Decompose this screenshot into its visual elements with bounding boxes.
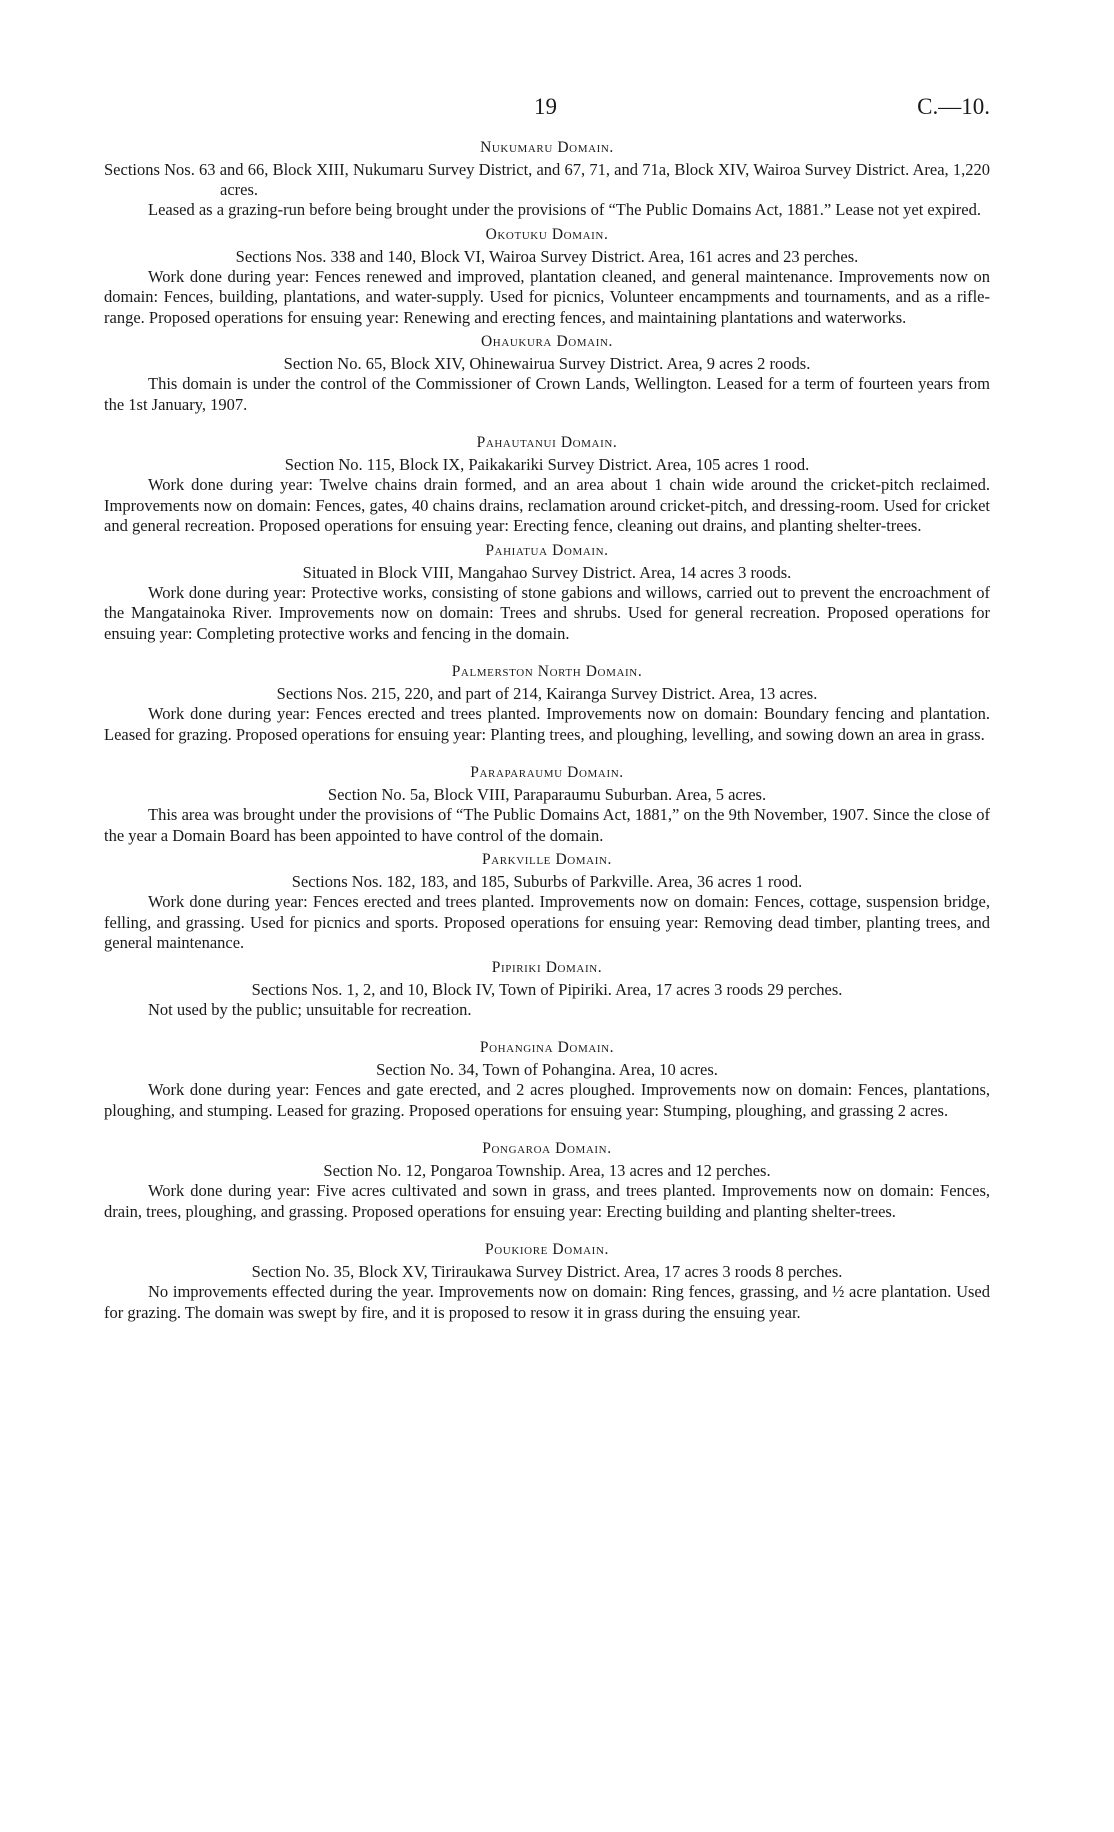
spacer — [104, 644, 990, 658]
page-number: 19 — [534, 94, 557, 119]
section-body: This domain is under the control of the Commissioner of Crown Lands, Wellington. Leased for a term of fourteen years from the 1st January, 1907. — [104, 374, 990, 414]
section-pongaroa — [104, 1139, 990, 1222]
section-body: Leased as a grazing-run before being brought under the provisions of “The Public Domains Act, 1881.” Lease not yet expired. — [148, 200, 982, 219]
section-paraparaumu — [104, 763, 990, 846]
page-header — [104, 94, 990, 134]
section-palmerston-north — [104, 662, 990, 745]
spacer — [104, 1121, 990, 1135]
section-heading: Pongaroa Domain. — [482, 1140, 612, 1157]
section-heading: Poukiore Domain. — [485, 1241, 609, 1258]
section-body: Work done during year: Five acres cultivated and sown in grass, and trees planted. Improvements now on domain: Fences, drain, trees, ploughing, and grassing. Proposed operations for ensuing year: Erecting building and planting shelter-trees. — [104, 1181, 990, 1221]
section-description: Section No. 115, Block IX, Paikakariki Survey District. Area, 105 acres 1 rood. — [284, 455, 810, 474]
section-pipiriki — [104, 958, 990, 1021]
section-ohaukura — [104, 332, 990, 415]
section-heading: Parkville Domain. — [481, 851, 613, 868]
section-description: Section No. 65, Block XIV, Ohinewairua Survey District. Area, 9 acres 2 roods. — [283, 354, 811, 373]
section-heading: Ohaukura Domain. — [480, 333, 613, 350]
section-body: Not used by the public; unsuitable for recreation. — [148, 999, 472, 1019]
section-pahiatua — [104, 541, 990, 645]
section-heading: Palmerston North Domain. — [451, 663, 643, 680]
section-okotuku — [104, 225, 990, 329]
section-description: Sections Nos. 1, 2, and 10, Block IV, Town of Pipiriki. Area, 17 acres 3 roods 29 perches. — [251, 979, 843, 999]
section-heading: Okotuku Domain. — [485, 225, 609, 243]
spacer — [104, 1020, 990, 1034]
section-description: Sections Nos. 215, 220, and part of 214, Kairanga Survey District. Area, 13 acres. — [276, 684, 818, 703]
section-heading: Pahiatua Domain. — [485, 541, 609, 559]
section-pahautanui — [104, 433, 990, 537]
section-body: Work done during year: Protective works, consisting of stone gabions and willows, carried out to prevent the encroachment of the Mangatainoka River. Improvements now on domain: Trees and shrubs. Used for general recreation. Proposed operations for ensuing year: Completing protective works and fencing in the domain. — [104, 582, 990, 643]
section-heading: Paraparaumu Domain. — [470, 764, 624, 781]
section-description: Sections Nos. 182, 183, and 185, Suburbs of Parkville. Area, 36 acres 1 rood. — [291, 872, 803, 891]
section-poukiore — [104, 1240, 990, 1323]
section-body: Work done during year: Fences erected and trees planted. Improvements now on domain: Boundary fencing and plantation. Leased for grazing. Proposed operations for ensuing year: Planting trees, and ploughing, levelling, and sowing down an area in grass. — [104, 704, 990, 744]
document-reference: C.—10. — [917, 94, 990, 119]
section-body: This area was brought under the provisions of “The Public Domains Act, 1881,” on the 9th November, 1907. Since the close of the year a Domain Board has been appointed to have control of the domain. — [104, 805, 990, 845]
section-body: Work done during year: Fences and gate erected, and 2 acres ploughed. Improvements now on domain: Fences, plantations, ploughing, and stumping. Leased for grazing. Proposed operations for ensuing year: Stumping, ploughing, and grassing 2 acres. — [104, 1080, 990, 1120]
spacer — [104, 745, 990, 759]
spacer — [104, 1222, 990, 1236]
section-pohangina — [104, 1038, 990, 1121]
section-description: Situated in Block VIII, Mangahao Survey District. Area, 14 acres 3 roods. — [302, 562, 792, 582]
section-body: Work done during year: Twelve chains drain formed, and an area about 1 chain wide around the cricket-pitch reclaimed. Improvements now on domain: Fences, gates, 40 chains drains, reclamation around cricket-pitch, and dressing-room. Used for cricket and general recreation. Proposed operations for ensuing year: Erecting fence, cleaning out drains, and planting shelter-trees. — [104, 475, 990, 535]
section-description: Section No. 5a, Block VIII, Paraparaumu Suburban. Area, 5 acres. — [327, 785, 767, 804]
section-parkville — [104, 850, 990, 954]
section-description: Section No. 34, Town of Pohangina. Area, 10 acres. — [376, 1060, 718, 1079]
section-body: Work done during year: Fences erected and trees planted. Improvements now on domain: Fences, cottage, suspension bridge, felling, and grassing. Used for picnics and sports. Proposed operations for ensuing year: Removing dead timber, planting trees, and general maintenance. — [104, 892, 990, 952]
section-heading: Nukumaru Domain. — [480, 139, 614, 156]
section-body: No improvements effected during the year. Improvements now on domain: Ring fences, grassing, and ½ acre plantation. Used for grazing. The domain was swept by fire, and it is proposed to resow it in grass during the ensuing year. — [104, 1282, 990, 1322]
section-nukumaru — [104, 138, 990, 221]
document-page — [104, 94, 990, 1323]
spacer — [104, 415, 990, 429]
section-heading: Pipiriki Domain. — [491, 958, 603, 976]
section-body: Work done during year: Fences renewed and improved, plantation cleaned, and general maintenance. Improvements now on domain: Fences, building, plantations, and water-supply. Used for picnics, Volunteer encampments and tournaments, and as a rifle-range. Proposed operations for ensuing year: Renewing and erecting fences, and maintaining plantations and waterworks. — [104, 266, 990, 327]
section-heading: Pahautanui Domain. — [476, 434, 618, 451]
section-description: Section No. 12, Pongaroa Township. Area, 13 acres and 12 perches. — [323, 1161, 771, 1180]
section-heading: Pohangina Domain. — [479, 1039, 615, 1056]
section-description: Sections Nos. 63 and 66, Block XIII, Nukumaru Survey District, and 67, 71, and 71a, Block XIV, Wairoa Survey District. Area, 1,220 acres. — [104, 160, 990, 199]
section-description: Sections Nos. 338 and 140, Block VI, Wairoa Survey District. Area, 161 acres and 23 perches. — [235, 246, 859, 266]
section-description: Section No. 35, Block XV, Tiriraukawa Survey District. Area, 17 acres 3 roods 8 perches. — [251, 1262, 843, 1281]
